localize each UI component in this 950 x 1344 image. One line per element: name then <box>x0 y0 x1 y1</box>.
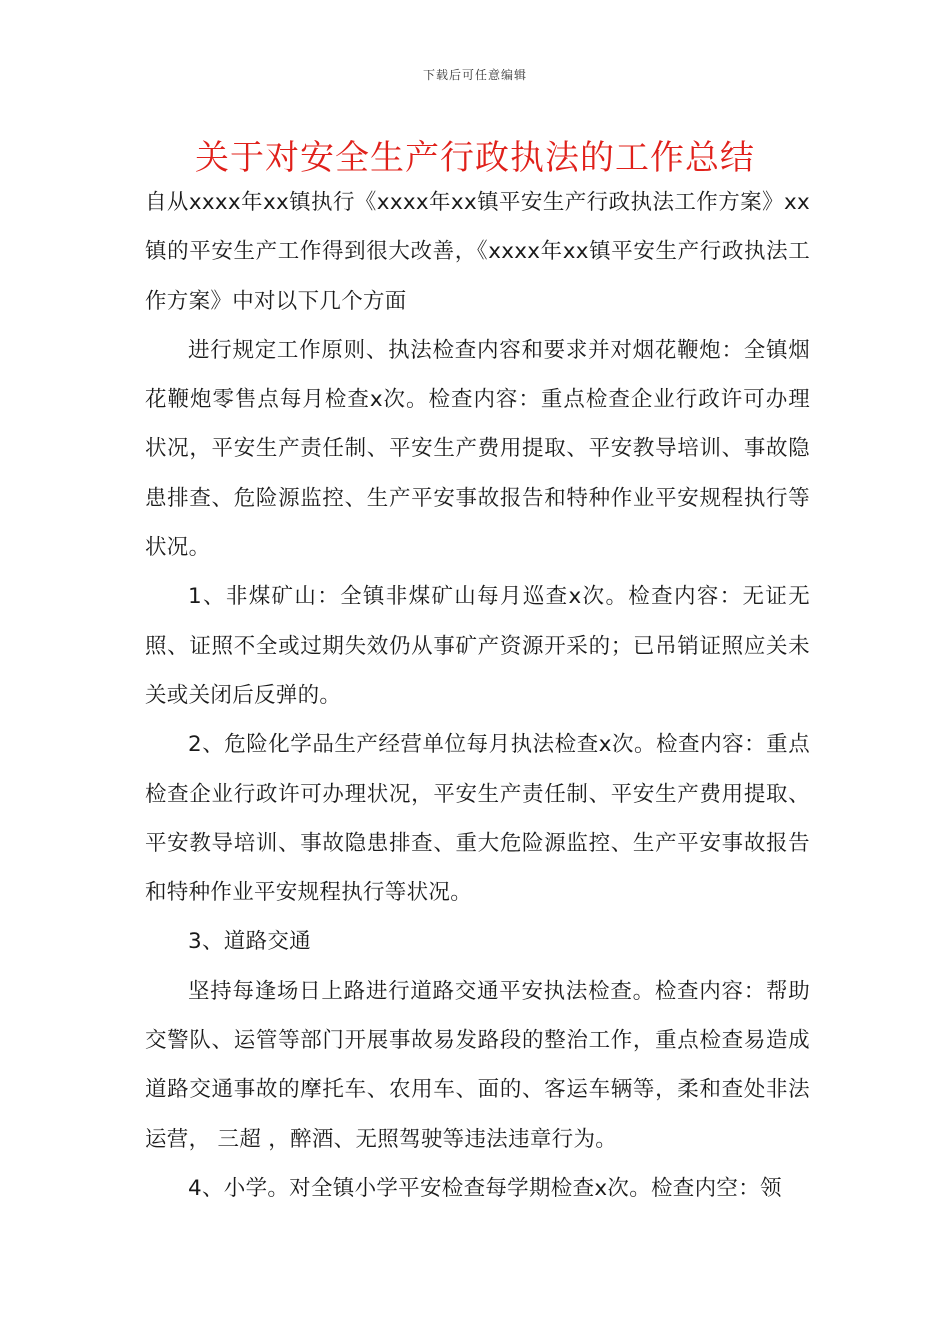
paragraph-intro: 自从xxxx年xx镇执行《xxxx年xx镇平安生产行政执法工作方案》xx镇的平安生产工作得到很大改善，《xxxx年xx镇平安生产行政执法工作方案》中对以下几个方面 <box>145 190 810 314</box>
paragraph-traffic-heading: 3、道路交通 <box>188 929 311 955</box>
paragraph-traffic: 坚持每逢场日上路进行道路交通平安执法检查。检查内容：帮助交警队、运管等部门开展事故易发路段的整治工作，重点检查易造成道路交通事故的摩托车、农用车、面的、客运车辆等，柔和查处非法运营， 三超 ，醉酒、无照驾驶等违法违章行为。 <box>145 978 810 1152</box>
document-title: 关于对安全生产行政执法的工作总结 <box>195 138 755 178</box>
paragraph-fireworks: 进行规定工作原则、执法检查内容和要求并对烟花鞭炮：全镇烟花鞭炮零售点每月检查x次。检查内容：重点检查企业行政许可办理状况，平安生产责任制、平安生产费用提取、平安教导培训、事故隐患排查、危险源监控、生产平安事故报告和特种作业平安规程执行等状况。 <box>145 337 810 561</box>
document-body <box>145 178 810 1213</box>
paragraph-mines: 1、非煤矿山：全镇非煤矿山每月巡查x次。检查内容：无证无照、证照不全或过期失效仍从事矿产资源开采的；已吊销证照应关未关或关闭后反弹的。 <box>145 584 810 708</box>
paragraph-schools: 4、小学。对全镇小学平安检查每学期检查x次。检查内空：领 <box>188 1175 782 1201</box>
paragraph-chemicals: 2、危险化学品生产经营单位每月执法检查x次。检查内容：重点检查企业行政许可办理状况，平安生产责任制、平安生产费用提取、平安教导培训、事故隐患排查、重大危险源监控、生产平安事故报告和特种作业平安规程执行等状况。 <box>145 732 810 906</box>
header-note: 下载后可任意编辑 <box>422 68 527 82</box>
